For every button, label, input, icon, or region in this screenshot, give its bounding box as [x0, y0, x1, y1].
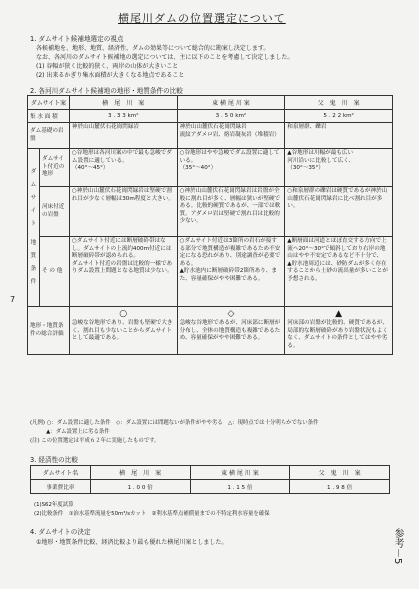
economy-header: 横 尾 川 案	[90, 466, 190, 480]
eval-mark-triangle: ▲	[335, 309, 343, 319]
economy-header: 東 横 尾 川 案	[190, 466, 290, 480]
economy-table	[30, 465, 390, 494]
side-char: ダ	[30, 169, 37, 175]
legend-note: ▲：ダム設置上に劣る条件	[30, 429, 110, 435]
eval-mark-circle: ○	[119, 309, 128, 319]
economy-value: 1 . 9 8 倍	[290, 480, 390, 494]
row-label-slope: ダムサイト付近の地形	[39, 149, 69, 187]
page-title: 横尾川ダムの位置選定について	[118, 12, 286, 25]
section1-line: 各候補地を、地形、地質、経済性、ダムの効果等について総合的に勘案し決定します。	[36, 45, 270, 52]
cell-other-yokoo: ○ダムサイト付近には断層破砕帯はなし。ダムサイトの上流約400m付近には断層破砕帯が認められる。 ダムサイト付近の岩盤は比較的一様でありダム設置上問題となる地質は少ない。	[69, 237, 177, 307]
cell-eval-yokoo	[69, 307, 177, 355]
reference-stamp: 参考－5	[392, 528, 403, 565]
siting-comparison-table	[27, 95, 393, 355]
header-chichioni: 父 鬼 川 案	[285, 96, 393, 110]
economy-note: (2)比較条件 ①治水基準流量を50m³/sカット ②利水基準点補償量までの不特定利水容量を確保	[34, 511, 270, 517]
eval-text: 急峻な谷地形であるが、河床部に断層が分布し、全体の地質構造も複雑であるため、容量確保がやや困難である。	[179, 320, 281, 342]
section1-heading: 1. ダムサイト候補地選定の視点	[30, 35, 124, 43]
cell-riverbed-yokoo: ○神於山山麓伏石花崗閃緑岩は堅硬で割れ目が少なく層幅は30m程度と大きい。	[69, 187, 177, 237]
cell-other-chichioni: ▲断層面は河道とほぼ直交する方向で上流へ20°～30°で傾斜しており右岸の地山はやや不安定であるなど不十分で、 ▲貯水池周辺には、砂防ダムが多く存在することから土砂の流出量が多いことが予想される。	[285, 237, 393, 307]
cell-slope-chichioni: ▲谷地形は川幅が最も広い 河川沿いに比較して広く、 （30°～35°）	[285, 149, 393, 187]
side-char: 条	[30, 266, 37, 272]
side-label-conditions	[28, 149, 40, 307]
header-yokoo: 横 尾 川 案	[69, 96, 177, 110]
economy-value: 1 . 0 0 倍	[90, 480, 190, 494]
economy-row-label: 事業費比率	[31, 480, 91, 494]
section4-line: ①地形・地質条件比較、経済比較より最も優れた横尾川案としました。	[36, 539, 228, 546]
economy-header: 父 鬼 川 案	[290, 466, 390, 480]
header-higashi-yokoo: 東 横 尾 川 案	[177, 96, 285, 110]
cell-area-higashi: 3 . 5 0 km²	[177, 110, 285, 123]
section2-heading: 2. 各河川ダムサイト候補地の地形・地質条件の比較	[30, 87, 183, 95]
cell-area-yokoo: 3 . 3 3 km²	[69, 110, 177, 123]
eval-text: 河床部の岩盤が比較的、硬質であるが、局部的な断層破砕があり岩盤状況もよくなく、ダムサイトの条件としてはやや劣る。	[287, 320, 388, 349]
economy-header: ダムサイト名	[31, 466, 91, 480]
side-char: 地	[30, 240, 37, 246]
section1-line: (1) 谷幅が狭く比較的狭く、両岸の山体が大きいこと	[36, 63, 179, 70]
eval-mark-diamond: ◇	[227, 309, 235, 319]
side-char: サ	[30, 195, 37, 201]
section3-heading: 3. 経済性の比較	[30, 456, 78, 464]
side-char: イ	[30, 208, 37, 214]
row-label-other: そ の 他	[39, 237, 69, 307]
cell-riverbed-chichioni: ○和泉層群の礫岩は硬質であるが神於山山麓伏石花崗閃緑岩に比べ割れ目が多い。	[285, 187, 393, 237]
row-label-catchment: 集 水 面 積	[28, 110, 70, 123]
economy-note: (1)S62年度試算	[34, 502, 74, 508]
section1-line: (2) 出来るかぎり集水面積が大きくなる地点であること	[36, 72, 185, 79]
cell-other-higashi: ○ダムサイト付近は3箇所の岩石が接する部分で地質構造が複雑であるため不安定になる恐れがあり、別途調査が必要である。 ▲貯水池内に断層破砕帯2箇所あり、また、容量確保がやや困難である。	[177, 237, 285, 307]
legend-note: (凡例) ○：ダム設置に適した条件 ◇：ダム設置には問題ないが条件がやや劣る △：現時点では十分明らかでない条件	[30, 420, 319, 426]
section4-heading: 4. ダムサイトの決定	[30, 528, 91, 536]
cell-rock-yokoo: 神於山山麓伏石花崗閃緑岩	[69, 123, 177, 149]
cell-slope-higashi: ○谷地形はやや急峻でダム設置に適している。 （35°～40°）	[177, 149, 285, 187]
economy-value: 1 . 1 5 倍	[190, 480, 290, 494]
cell-eval-chichioni	[285, 307, 393, 355]
section1-line: なお、各河川のダムサイト候補地の選定については、主に以下のことを考慮して決定しました。	[36, 54, 294, 61]
side-char: 質	[30, 253, 37, 259]
header-dam-site: ダムサイト案	[28, 96, 70, 110]
margin-mark: 7	[10, 295, 16, 304]
cell-rock-higashi: 神於山山麓伏石花崗閃緑岩 流紋アダメロ岩、熔岩凝灰岩（堆積岩）	[177, 123, 285, 149]
cell-eval-higashi	[177, 307, 285, 355]
row-label-evaluation: 地形・地質条件の総合評価	[28, 307, 70, 355]
side-char: 件	[30, 279, 37, 285]
eval-text: 急峻な谷地形であり、岩盤も堅硬で大きく、割れ目も少ないことからダムサイトとして最適である。	[71, 320, 173, 342]
legend-note: (注) この位置選定は平成６２年に実施したものです。	[30, 438, 160, 444]
side-char: ム	[30, 182, 37, 188]
cell-rock-chichioni: 和泉層群、礫岩	[285, 123, 393, 149]
row-label-riverbed-rock: 河床付近の岩盤	[39, 187, 69, 237]
cell-riverbed-higashi: ○神於山山麓伏石花崗閃緑岩は岩盤が全般に割れ目が多く、層幅は狭いが堅硬である。比較的硬質であるが、一部では軟質。アダメロ岩は堅硬で割れ目は比較的少ない。	[177, 187, 285, 237]
cell-slope-yokoo: ○谷地形は各河川案の中で最も急峻でダム設置に適している。 （40°～45°）	[69, 149, 177, 187]
cell-area-chichioni: 5 . 2 2 km²	[285, 110, 393, 123]
side-char: ト	[30, 221, 37, 227]
row-label-rock: ダム基礎の岩盤	[28, 123, 70, 149]
